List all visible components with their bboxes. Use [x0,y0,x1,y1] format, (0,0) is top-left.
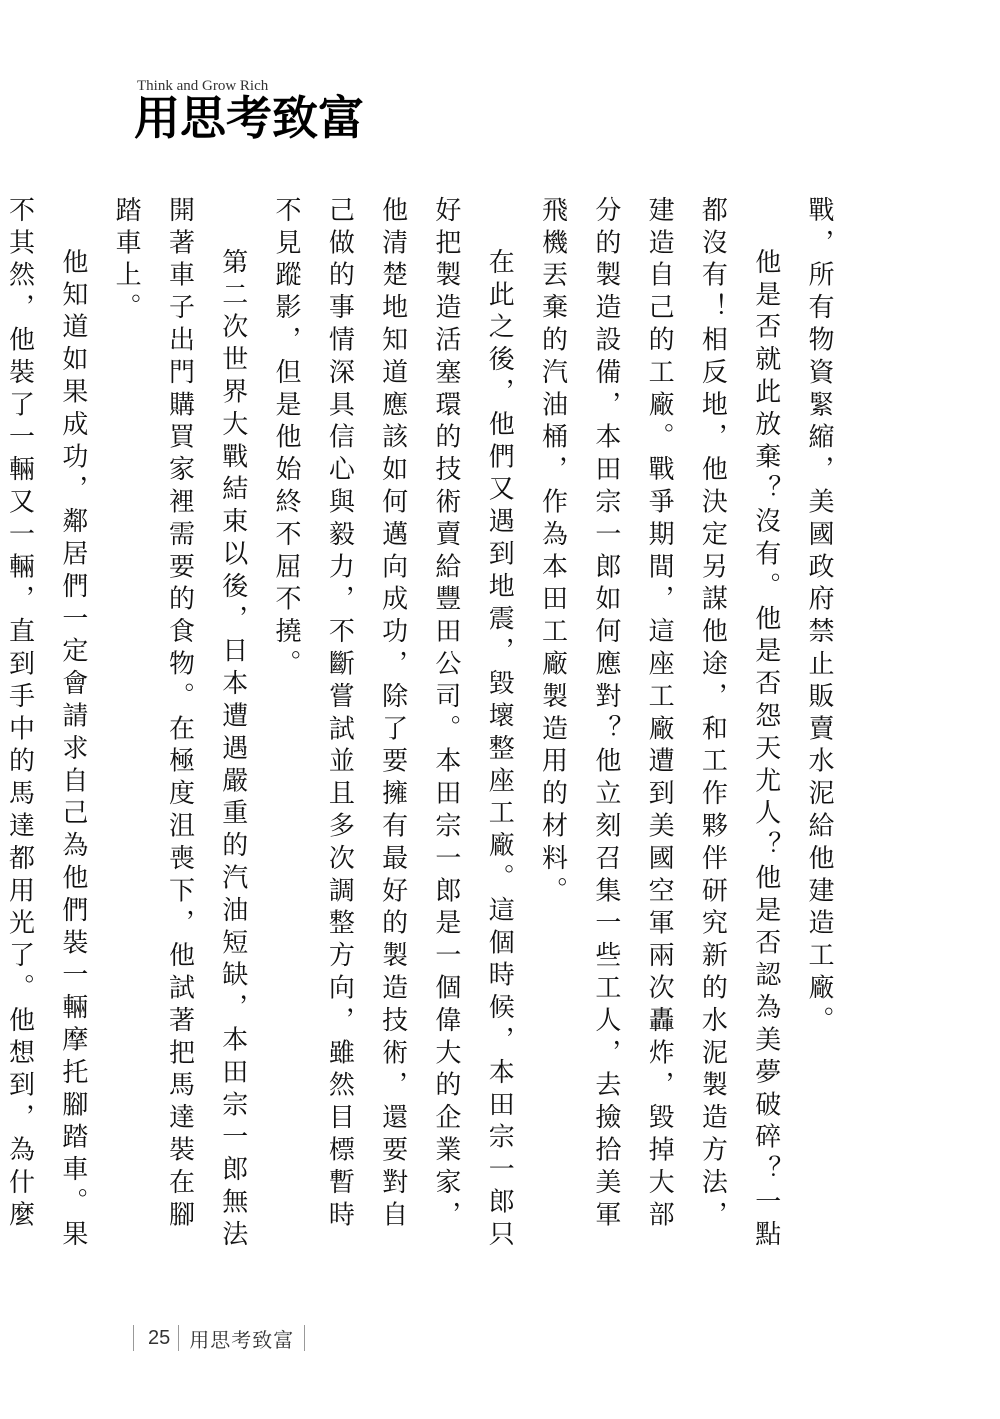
vertical-body-text [4,196,845,1261]
page-footer [133,1323,305,1353]
footer-book-title: 用思考致富 [189,1327,295,1352]
paragraph: 在此之後，他們又遇到地震，毀壞整座工廠。這個時候，本田宗一郎只好把製造活塞環的技術賣給豐田公司。本田宗一郎是一個偉大的企業家，他清楚地知道應該如何邁向成功，除了要擁有最好的製造技術，還要對自己做的事情深具信心與毅力，不斷嘗試並且多次調整方向，雖然目標暫時不見蹤影，但是他始終不屈不撓。 [271,196,515,1253]
paragraph: 他知道如果成功，鄰居們一定會請求自己為他們裝一輛摩托腳踏車。果不其然，他裝了一輛又一輛，直到手中的馬達都用光了。他想到，為什麼 [4,196,88,1253]
footer-divider [304,1325,305,1351]
book-title-heading: 用思考致富 [134,91,364,145]
paragraph: 他是否就此放棄？沒有。他是否怨天尤人？他是否認為美夢破碎？一點都沒有！相反地，他決定另謀他途，和工作夥伴研究新的水泥製造方法，建造自己的工廠。戰爭期間，這座工廠遭到美國空軍兩次轟炸，毀掉大部分的製造設備，本田宗一郎如何應對？他立刻召集一些工人，去撿拾美軍飛機丟棄的汽油桶，作為本田工廠製造用的材料。 [537,196,781,1253]
page-number: 25 [148,1326,171,1349]
paragraph: 戰，所有物資緊縮，美國政府禁止販賣水泥給他建造工廠。 [804,196,834,1039]
book-subtitle: Think and Grow Rich [137,78,269,94]
paragraph: 第二次世界大戰結束以後，日本遭遇嚴重的汽油短缺，本田宗一郎無法開著車子出門購買家裡需要的食物。在極度沮喪下，他試著把馬達裝在腳踏車上。 [111,196,248,1253]
